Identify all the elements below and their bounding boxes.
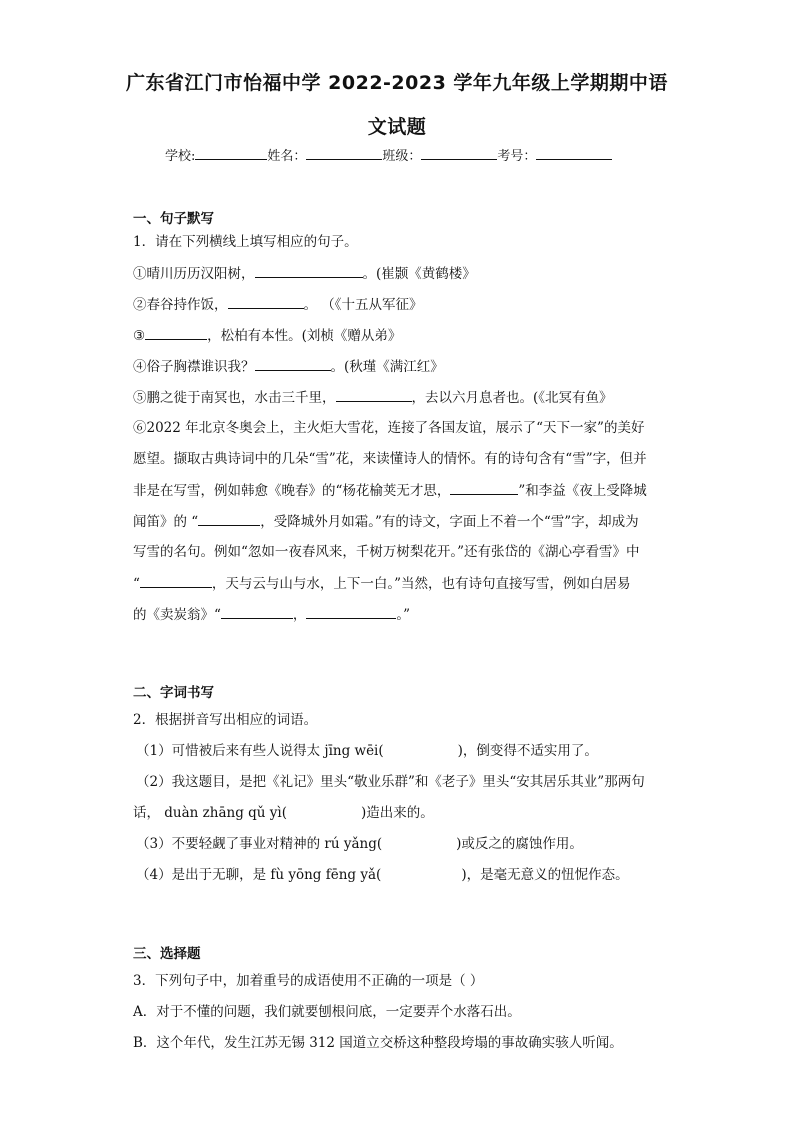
q2-part-2-line2 xyxy=(133,803,434,823)
q2-part-4-b: )，是毫无意义的忸怩作态。 xyxy=(461,867,629,883)
q1-item-3-blank[interactable] xyxy=(145,325,207,340)
name-label: 姓名： xyxy=(267,149,307,164)
q2-part-3-a: （3）不要轻觑了事业对精神的 rú yǎng( xyxy=(136,836,383,852)
q1-item-3-after: ，松柏有本性。(刘桢《赠从弟》 xyxy=(207,328,402,344)
q1-item-6a-blank[interactable] xyxy=(450,480,518,495)
q1-item-4-before: ④俗子胸襟谁识我？ xyxy=(133,359,255,375)
q1-para6-line7 xyxy=(133,604,410,625)
q2-part-2-line1: （2）我这题目，是把《礼记》里头“敬业乐群”和《老子》里头“安其居乐其业”那两句 xyxy=(136,774,645,790)
q1-item-1-before: ①晴川历历汉阳树， xyxy=(133,266,255,282)
q1-para6-line2: 愿望。撷取古典诗词中的几朵“雪”花，来读懂诗人的情怀。有的诗句含有“雪”字，但并 xyxy=(133,451,647,467)
q1-item-3 xyxy=(133,325,401,346)
q1-item-1-after: 。(崔颢《黄鹤楼》 xyxy=(362,266,476,282)
q2-part-3-b: )或反之的腐蚀作用。 xyxy=(456,836,583,852)
section-heading-recitation: 一、句子默写 xyxy=(133,211,214,227)
q2-part-1-b: )，倒变得不适实用了。 xyxy=(457,743,598,759)
q2-part-4-a: （4）是出于无聊，是 fù yōng fēng yǎ( xyxy=(136,867,382,883)
q1-item-5-before: ⑤鹏之徙于南冥也，水击三千里， xyxy=(133,390,336,406)
q2-part-2-c: )造出来的。 xyxy=(360,805,434,821)
question-3-stem: 3．下列句子中，加着重号的成语使用不正确的一项是（ ） xyxy=(133,973,484,989)
class-field[interactable] xyxy=(421,145,497,160)
q1-item-2-before: ②春谷持作饭， xyxy=(133,297,228,313)
q1-para6-line5: 写雪的名句。例如“忽如一夜春风来，千树万树梨花开。”还有张岱的《湖心亭看雪》中 xyxy=(133,544,640,560)
q2-part-4 xyxy=(136,865,629,885)
question-1-stem: 1．请在下列横线上填写相应的句子。 xyxy=(133,234,358,250)
q1-para6-line4 xyxy=(133,511,639,532)
school-label: 学校: xyxy=(165,149,196,164)
q2-part-1-a: （1）可惜被后来有些人说得太 jīng wēi( xyxy=(136,743,384,759)
q1-item-1-blank[interactable] xyxy=(255,263,363,278)
q1-item-1 xyxy=(133,263,476,284)
exam-no-label: 考号： xyxy=(497,149,537,164)
q2-part-3 xyxy=(136,834,583,854)
class-label: 班级： xyxy=(382,149,422,164)
q1-item-5-blank[interactable] xyxy=(336,387,412,402)
q1-item-5-after: ，去以六月息者也。(《北冥有鱼》 xyxy=(411,390,613,406)
section-heading-word-writing: 二、字词书写 xyxy=(133,685,214,701)
q1-item-4-blank[interactable] xyxy=(255,356,331,371)
question-2-stem: 2．根据拼音写出相应的词语。 xyxy=(133,712,318,728)
q1-item-6d-blank[interactable] xyxy=(221,604,293,619)
exam-no-field[interactable] xyxy=(536,145,612,160)
q1-para6-line7-b: ， xyxy=(292,607,307,623)
exam-title-line1: 广东省江门市怡福中学 2022-2023 学年九年级上学期期中语 xyxy=(126,72,668,94)
q1-para6-line3-a: 非是在写雪，例如韩愈《晚春》的“杨花榆荚无才思， xyxy=(133,483,451,499)
exam-title-line2: 文试题 xyxy=(367,116,427,138)
q2-part-2-b: 话， duàn zhāng qǔ yì( xyxy=(133,805,287,821)
school-field[interactable] xyxy=(195,145,267,160)
q1-item-6e-blank[interactable] xyxy=(306,604,396,619)
section-heading-multiple-choice: 三、选择题 xyxy=(133,946,201,962)
q1-para6-line7-a: 的《卖炭翁》“ xyxy=(133,607,221,623)
name-field[interactable] xyxy=(306,145,382,160)
q1-para6-line6 xyxy=(133,573,631,594)
q1-item-2-after: 。 （《十五从军征》 xyxy=(303,297,423,313)
q1-item-4-after: 。(秋瑾《满江红》 xyxy=(330,359,444,375)
q1-para6-line4-b: ，受降城外月如霜。”有的诗文，字面上不着一个“雪”字，却成为 xyxy=(260,514,639,530)
q1-para6-line3-b: ”和李益《夜上受降城 xyxy=(518,483,647,499)
q2-part-1 xyxy=(136,741,598,761)
q1-item-6c-blank[interactable] xyxy=(140,573,212,588)
q1-para6-line7-c: 。” xyxy=(396,607,411,623)
q1-item-2-blank[interactable] xyxy=(228,294,304,309)
q1-item-4 xyxy=(133,356,444,377)
student-info-line xyxy=(165,145,612,164)
q3-option-a[interactable]: A．对于不懂的问题，我们就要刨根问底，一定要弄个水落石出。 xyxy=(133,1004,521,1020)
q1-para6-line6-b: ，天与云与山与水，上下一白。”当然，也有诗句直接写雪，例如白居易 xyxy=(211,576,631,592)
q1-para6-line1: ⑥2022 年北京冬奥会上，主火炬大雪花，连接了各国友谊，展示了“天下一家”的美好 xyxy=(133,420,645,436)
q1-para6-line3 xyxy=(133,480,647,501)
q1-para6-line4-a: 闻笛》的 “ xyxy=(133,514,199,530)
q1-item-3-before: ③ xyxy=(133,328,146,344)
q1-para6-line6-a: “ xyxy=(133,576,140,592)
q3-option-b[interactable]: B．这个年代，发生江苏无锡 312 国道立交桥这种整段垮塌的事故确实骇人听闻。 xyxy=(133,1035,623,1051)
q1-item-2 xyxy=(133,294,423,315)
q1-item-5 xyxy=(133,387,613,408)
q1-item-6b-blank[interactable] xyxy=(198,511,260,526)
